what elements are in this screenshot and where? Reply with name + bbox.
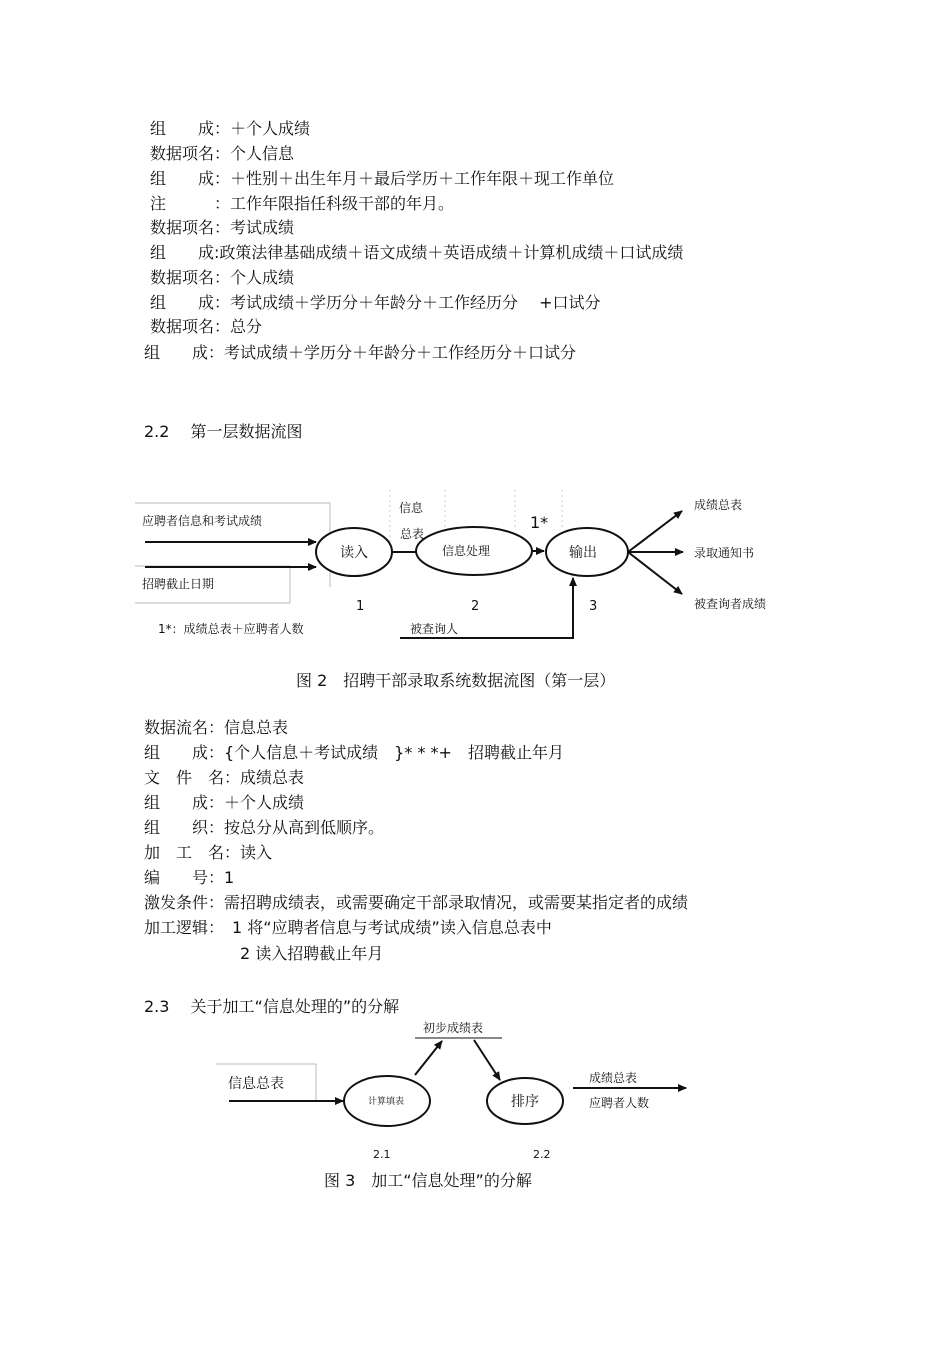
querier-label: 被查询人	[410, 622, 459, 636]
process-node-output-label: 输出	[569, 545, 597, 561]
section-heading-2-2: 2.2 第一层数据流图	[144, 422, 303, 441]
figure-2-dataflow	[0, 480, 950, 650]
text-line: 加工逻辑： 1 将“应聘者信息与考试成绩”读入信息总表中	[144, 918, 552, 937]
text-line: 编 号：1	[144, 868, 235, 887]
text-line: 组 成:政策法律基础成绩＋语文成绩＋英语成绩＋计算机成绩＋口试成绩	[150, 243, 684, 262]
node-number-2-2: 2.2	[533, 1148, 551, 1161]
node-number-1: 1	[356, 599, 365, 614]
store-label-preliminary: 初步成绩表	[423, 1021, 484, 1035]
text-line: 组 成：＋个人成绩	[150, 119, 311, 138]
store-label-2: 总表	[400, 527, 425, 541]
text-line: 数据项名：个人成绩	[150, 268, 295, 287]
section-heading-2-3: 2.3 关于加工“信息处理的”的分解	[144, 997, 400, 1016]
text-line: 组 成：{个人信息＋考试成绩 }* * *+ 招聘截止年月	[144, 743, 564, 762]
input-label-applicant-info: 应聘者信息和考试成绩	[142, 514, 263, 528]
output-label-admission-notice: 录取通知书	[694, 546, 755, 560]
text-line: 组 成：＋个人成绩	[144, 793, 305, 812]
node-number-2-1: 2.1	[373, 1148, 391, 1161]
figure-3-caption: 图 3 加工“信息处理”的分解	[324, 1171, 532, 1190]
text-line: 数据项名：个人信息	[150, 144, 295, 163]
text-line: 数据流名：信息总表	[144, 718, 289, 737]
output-label-score-table: 成绩总表	[589, 1071, 638, 1085]
process-node-info-processing-label: 信息处理	[441, 544, 491, 558]
text-line: 组 成：考试成绩＋学历分＋年龄分＋工作经历分＋口试分	[144, 343, 577, 362]
text-line: 文 件 名：成绩总表	[144, 768, 305, 787]
output-label-applicant-count: 应聘者人数	[589, 1096, 650, 1110]
text-line: 数据项名：总分	[150, 317, 263, 336]
store-label-1: 信息	[399, 501, 424, 515]
node-number-2: 2	[471, 599, 480, 614]
text-line: 组 成：＋性别＋出生年月＋最后学历＋工作年限＋现工作单位	[150, 169, 615, 188]
process-node-read-label: 读入	[340, 545, 368, 561]
input-label-deadline: 招聘截止日期	[142, 577, 215, 591]
star-label: 1*	[530, 513, 549, 532]
text-line: 加 工 名：读入	[144, 843, 273, 862]
footnote: 1*：成绩总表＋应聘者人数	[158, 622, 304, 636]
text-line: 2 读入招聘截止年月	[144, 944, 384, 963]
text-line: 注 ：工作年限指任科级干部的年月。	[150, 194, 455, 213]
figure-2-caption: 图 2 招聘干部录取系统数据流图（第一层）	[296, 671, 616, 690]
input-label-info-table: 信息总表	[228, 1076, 284, 1092]
process-node-compute-label: 计算填表	[367, 1097, 405, 1107]
output-label-score-table: 成绩总表	[694, 498, 743, 512]
text-line: 数据项名：考试成绩	[150, 218, 295, 237]
node-number-3: 3	[589, 599, 598, 614]
text-line: 组 成：考试成绩＋学历分＋年龄分＋工作经历分 +口试分	[150, 293, 601, 312]
text-line: 激发条件：需招聘成绩表，或需要确定干部录取情况，或需要某指定者的成绩	[144, 893, 689, 912]
figure-3-decomposition	[0, 1015, 950, 1165]
process-node-sort-label: 排序	[511, 1094, 539, 1110]
output-label-queried-score: 被查询者成绩	[694, 597, 767, 611]
text-line: 组 织：按总分从高到低顺序。	[144, 818, 385, 837]
